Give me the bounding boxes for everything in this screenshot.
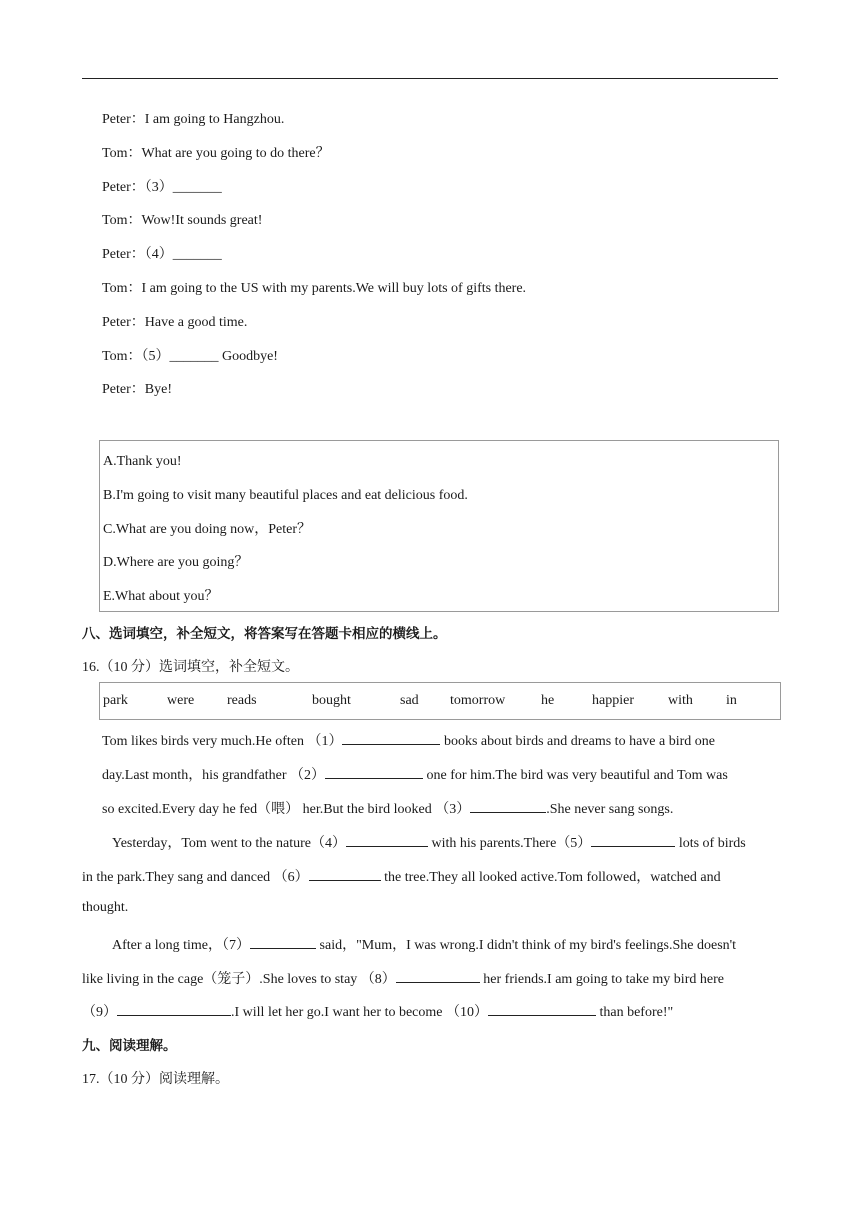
word-bank-item: park — [103, 693, 128, 708]
passage-line: （9） .I will let her go.I want her to become （10） than before!" — [82, 1001, 673, 1021]
answer-blank-10 — [488, 1001, 596, 1016]
dialog-line: Tom：What are you going to do there？ — [102, 145, 330, 161]
section-9-heading: 九、阅读理解。 — [82, 1038, 177, 1054]
passage-line: in the park.They sang and danced （6） the tree.They all looked active.Tom followed，watched and — [82, 866, 721, 886]
dialog-block — [102, 110, 526, 414]
question-16-title: 16.（10 分）选词填空，补全短文。 — [82, 660, 299, 675]
word-bank-item: sad — [400, 693, 419, 708]
word-bank-item: in — [726, 693, 737, 708]
word-bank-item: tomorrow — [450, 693, 506, 708]
passage-line: thought. — [82, 900, 129, 915]
word-bank-item: bought — [312, 693, 351, 708]
option-c: C.What are you doing now，Peter？ — [103, 521, 312, 537]
page-header-rule — [82, 78, 778, 79]
answer-blank-6 — [309, 866, 381, 881]
word-bank-item: were — [167, 693, 195, 708]
word-bank-item: happier — [592, 693, 634, 708]
passage-line: After a long time，（7） said，"Mum，I was wrong.I didn't think of my bird's feelings.She doesn't — [112, 934, 736, 954]
dialog-line: Peter：Bye! — [102, 382, 172, 398]
option-b: B.I'm going to visit many beautiful places and eat delicious food. — [103, 487, 468, 503]
dialog-line: Peter：I am going to Hangzhou. — [102, 112, 285, 127]
answer-blank-7 — [250, 934, 316, 949]
dialog-line: Tom：I am going to the US with my parents.We will buy lots of gifts there. — [102, 280, 527, 296]
word-bank-item: with — [668, 693, 693, 708]
answer-blank-5 — [591, 832, 675, 847]
dialog-line: Tom：（5）_______ Goodbye! — [102, 348, 278, 364]
passage-line: day.Last month，his grandfather （2） one for him.The bird was very beautiful and Tom was — [102, 764, 728, 784]
answer-blank-2 — [325, 764, 423, 779]
option-a: A.Thank you! — [103, 454, 182, 469]
section-8-heading: 八、选词填空，补全短文，将答案写在答题卡相应的横线上。 — [82, 626, 447, 642]
question-17-title: 17.（10 分）阅读理解。 — [82, 1072, 229, 1087]
dialog-line: Peter：Have a good time. — [102, 314, 248, 330]
passage-line: Yesterday，Tom went to the nature（4） with his parents.There（5） lots of birds — [112, 832, 746, 852]
answer-blank-1 — [342, 730, 440, 745]
passage-line: so excited.Every day he fed（喂） her.But the bird looked （3） .She never sang songs. — [102, 798, 673, 818]
answer-options-box — [99, 440, 779, 612]
dialog-line: Peter：（3）_______ — [102, 179, 222, 195]
answer-blank-3 — [470, 798, 546, 813]
dialog-line: Tom：Wow!It sounds great! — [102, 213, 263, 229]
word-bank-item: he — [541, 693, 555, 708]
passage-line: Tom likes birds very much.He often （1） books about birds and dreams to have a bird one — [102, 730, 715, 750]
dialog-line: Peter：（4）_______ — [102, 247, 222, 263]
answer-blank-8 — [396, 968, 480, 983]
word-bank-box — [99, 682, 781, 720]
option-e: E.What about you？ — [103, 589, 219, 605]
answer-blank-4 — [346, 832, 428, 847]
passage-line: like living in the cage（笼子）.She loves to stay （8） her friends.I am going to take my bird here — [82, 968, 724, 988]
option-d: D.Where are you going？ — [103, 555, 249, 571]
answer-blank-9 — [117, 1001, 231, 1016]
word-bank-item: reads — [227, 693, 257, 708]
